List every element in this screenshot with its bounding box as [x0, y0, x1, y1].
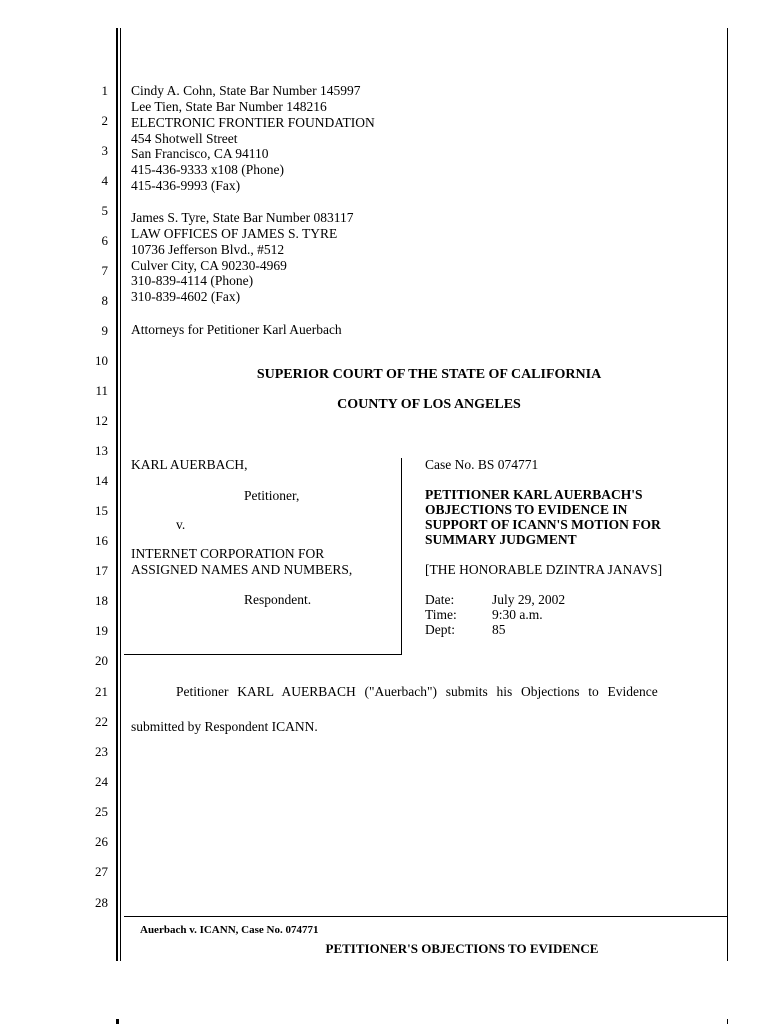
date-value: July 29, 2002 — [492, 592, 566, 607]
line-number: 3 — [101, 143, 108, 158]
left-margin-rule-inner — [120, 28, 121, 961]
line-number: 23 — [95, 744, 108, 759]
line-number: 6 — [101, 233, 108, 248]
line-number: 22 — [95, 714, 108, 729]
line-number: 14 — [95, 473, 108, 488]
line-number: 15 — [95, 503, 108, 518]
footer-case-reference: Auerbach v. ICANN, Case No. 074771 — [140, 924, 319, 936]
counsel-line: 310-839-4602 (Fax) — [131, 289, 241, 304]
line-number: 12 — [95, 413, 108, 428]
respondent-name-line2: ASSIGNED NAMES AND NUMBERS, — [131, 562, 353, 577]
date-label: Date: — [425, 592, 455, 607]
counsel-line: San Francisco, CA 94110 — [131, 146, 269, 161]
counsel-line: LAW OFFICES OF JAMES S. TYRE — [131, 226, 338, 241]
line-number: 10 — [95, 353, 108, 368]
footer-document-title: PETITIONER'S OBJECTIONS TO EVIDENCE — [325, 941, 599, 956]
counsel-line: 415-436-9333 x108 (Phone) — [131, 162, 284, 177]
line-number: 18 — [95, 593, 108, 608]
document-title-line2: OBJECTIONS TO EVIDENCE IN — [425, 502, 628, 517]
line-number: 28 — [95, 895, 108, 910]
document-title-line1: PETITIONER KARL AUERBACH'S — [425, 487, 643, 502]
line-number: 27 — [95, 864, 108, 879]
counsel-line: Lee Tien, State Bar Number 148216 — [131, 99, 327, 114]
respondent-name-line1: INTERNET CORPORATION FOR — [131, 546, 325, 561]
line-number: 7 — [101, 263, 108, 278]
attorneys-for: Attorneys for Petitioner Karl Auerbach — [131, 322, 342, 337]
versus: v. — [176, 517, 186, 532]
counsel-line: Culver City, CA 90230-4969 — [131, 258, 287, 273]
line-number: 20 — [95, 653, 108, 668]
caption-divider — [401, 458, 402, 655]
document-title-line4: SUMMARY JUDGMENT — [425, 532, 577, 547]
line-number: 5 — [101, 203, 108, 218]
petitioner-name: KARL AUERBACH, — [131, 457, 248, 472]
line-number: 9 — [101, 323, 108, 338]
caption-bottom-rule — [124, 654, 402, 655]
counsel-line: ELECTRONIC FRONTIER FOUNDATION — [131, 115, 375, 130]
line-number: 8 — [101, 293, 108, 308]
respondent-role: Respondent. — [244, 592, 312, 607]
time-value: 9:30 a.m. — [492, 607, 543, 622]
line-number: 4 — [101, 173, 108, 188]
line-number: 16 — [95, 533, 108, 548]
line-number: 17 — [95, 563, 108, 578]
line-number: 1 — [101, 83, 108, 98]
line-number: 13 — [95, 443, 108, 458]
right-margin-rule — [727, 28, 728, 961]
court-county: COUNTY OF LOS ANGELES — [337, 397, 521, 412]
counsel-line: 310-839-4114 (Phone) — [131, 273, 254, 288]
left-margin-rule-outer — [116, 28, 118, 961]
document-title-line3: SUPPORT OF ICANN'S MOTION FOR — [425, 517, 661, 532]
counsel-line: James S. Tyre, State Bar Number 083117 — [131, 210, 354, 225]
line-number: 21 — [95, 684, 108, 699]
next-page-rule-left — [116, 1019, 119, 1024]
line-number: 2 — [101, 113, 108, 128]
line-number: 11 — [95, 383, 108, 398]
line-number: 25 — [95, 804, 108, 819]
body-paragraph-line2: submitted by Respondent ICANN. — [131, 719, 318, 734]
judge-name: [THE HONORABLE DZINTRA JANAVS] — [425, 562, 663, 577]
dept-label: Dept: — [425, 622, 455, 637]
case-number: Case No. BS 074771 — [425, 457, 539, 472]
line-number: 19 — [95, 623, 108, 638]
counsel-line: 10736 Jefferson Blvd., #512 — [131, 242, 285, 257]
next-page-rule-right — [727, 1019, 728, 1024]
footer-rule — [124, 916, 727, 917]
line-number: 26 — [95, 834, 108, 849]
body-paragraph-line1: Petitioner KARL AUERBACH ("Auerbach") submits his Objections to Evidence — [176, 684, 658, 699]
line-number: 24 — [95, 774, 108, 789]
counsel-line: 415-436-9993 (Fax) — [131, 178, 241, 193]
court-name: SUPERIOR COURT OF THE STATE OF CALIFORNIA — [256, 367, 602, 382]
petitioner-role: Petitioner, — [244, 488, 300, 503]
counsel-line: 454 Shotwell Street — [131, 131, 238, 146]
dept-value: 85 — [492, 622, 506, 637]
time-label: Time: — [425, 607, 457, 622]
counsel-line: Cindy A. Cohn, State Bar Number 145997 — [131, 83, 361, 98]
